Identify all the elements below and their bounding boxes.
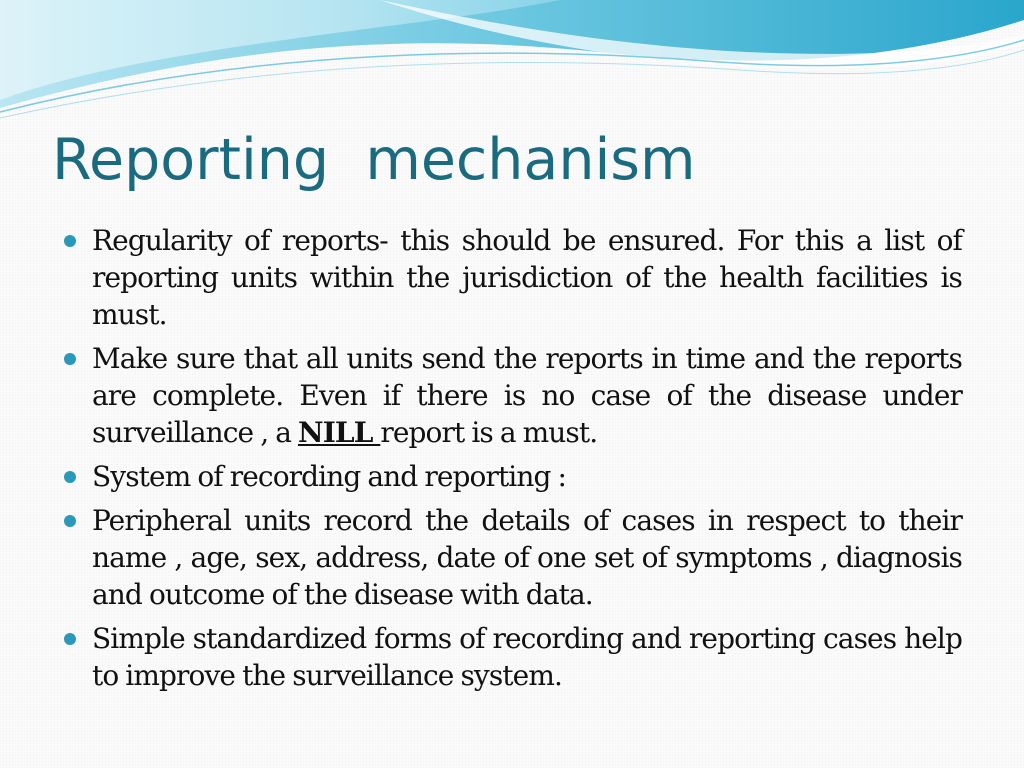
bullet-dot-icon [64, 353, 76, 365]
bullet-dot-icon [64, 515, 76, 527]
bullet-dot-icon [64, 235, 76, 247]
bullet-item [64, 502, 962, 613]
header-wave-decoration [0, 0, 1024, 140]
bullet-item [64, 222, 962, 333]
bullet-text: Regularity of reports- this should be ensured. For this a list of reporting units within the jurisdiction of the health facilities is must. [92, 224, 962, 331]
bullet-item [64, 340, 962, 451]
bullet-dot-icon [64, 633, 76, 645]
bullet-item [64, 620, 962, 694]
slide-title: Reporting mechanism [52, 127, 696, 193]
bullet-dot-icon [64, 471, 76, 483]
nill-emphasis: NILL [298, 416, 381, 449]
bullet-text: Simple standardized forms of recording and reporting cases help to improve the surveillance system. [92, 622, 962, 692]
bullet-text-continued: report is a must. [380, 416, 598, 449]
bullet-text: Peripheral units record the details of cases in respect to their name , age, sex, address, date of one set of symptoms , diagnosis and outcome of the disease with data. [92, 504, 962, 611]
bullet-list [64, 222, 962, 701]
bullet-text: Make sure that all units send the reports in time and the reports are complete. Even if there is no case of the disease under surveillance , a [92, 342, 962, 449]
bullet-item [64, 458, 962, 495]
bullet-text: System of recording and reporting : [92, 460, 567, 493]
